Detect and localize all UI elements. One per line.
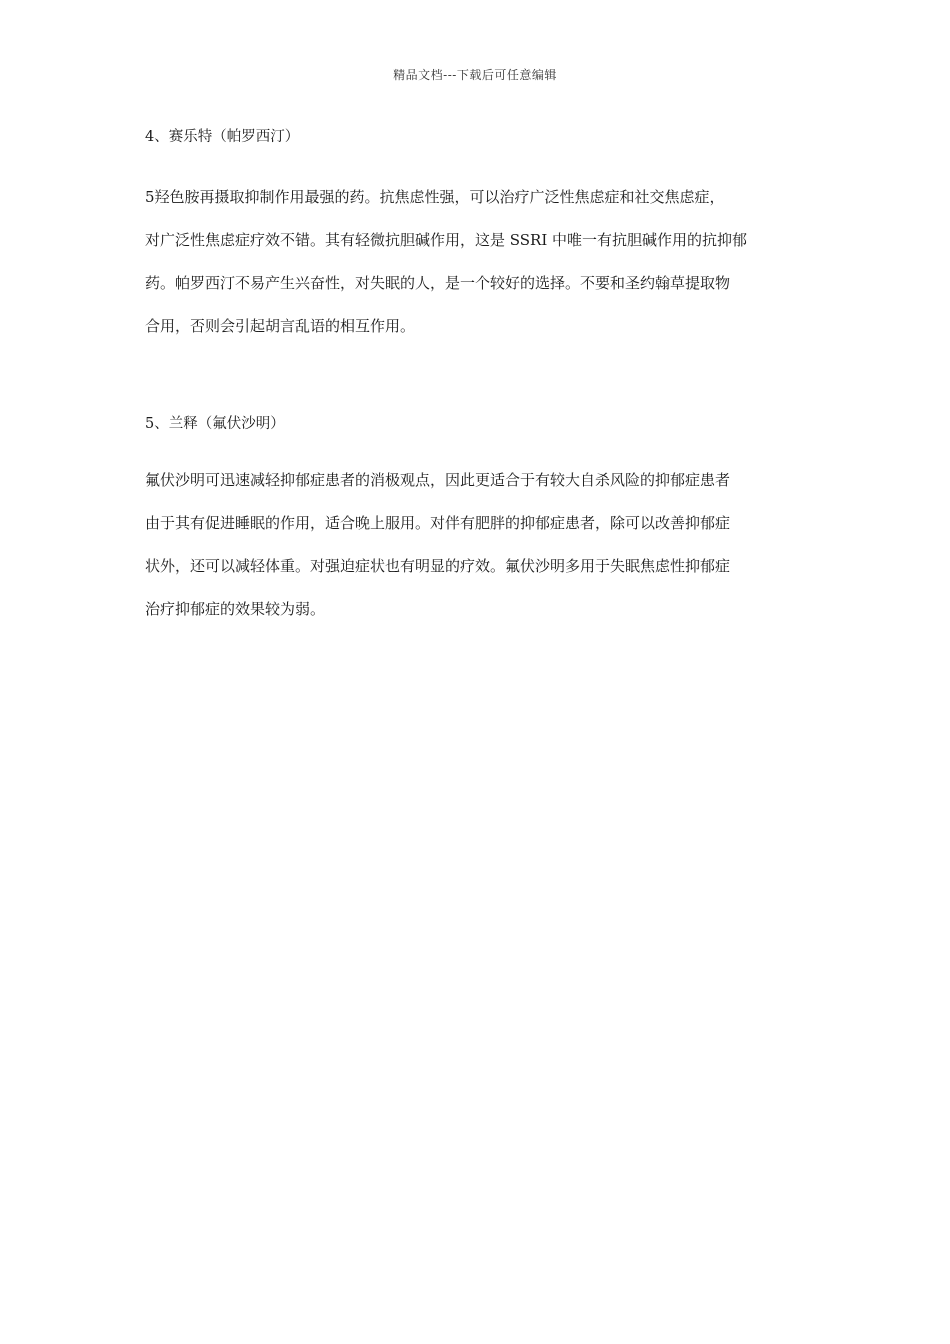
section-body-paroxetine <box>145 176 810 348</box>
section-heading-fluvoxamine <box>145 414 810 434</box>
text-line: 对广泛性焦虑症疗效不错。其有轻微抗胆碱作用，这是 SSRI 中唯一有抗胆碱作用的抗抑郁 <box>145 231 748 249</box>
text-line: 状外，还可以减轻体重。对强迫症状也有明显的疗效。氟伏沙明多用于失眠焦虑性抑郁症 <box>145 557 731 575</box>
text-line: 合用，否则会引起胡言乱语的相互作用。 <box>145 317 416 335</box>
section-body-fluvoxamine <box>145 459 810 631</box>
text-line: 5羟色胺再摄取抑制作用最强的药。抗焦虑性强，可以治疗广泛性焦虑症和社交焦虑症， <box>145 188 725 206</box>
text-line: 由于其有促进睡眠的作用，适合晚上服用。对伴有肥胖的抑郁症患者，除可以改善抑郁症 <box>145 514 731 532</box>
text-line: 氟伏沙明可迅速减轻抑郁症患者的消极观点，因此更适合于有较大自杀风险的抑郁症患者 <box>145 471 731 489</box>
page-header: 精品文档---下载后可任意编辑 <box>393 68 557 82</box>
section-title: 4、赛乐特（帕罗西汀） <box>145 129 300 145</box>
section-heading-paroxetine <box>145 127 810 147</box>
paragraph <box>145 459 810 631</box>
section-title: 5、兰释（氟伏沙明） <box>145 416 285 432</box>
text-line: 治疗抑郁症的效果较为弱。 <box>145 600 326 618</box>
text-line: 药。帕罗西汀不易产生兴奋性，对失眠的人，是一个较好的选择。不要和圣约翰草提取物 <box>145 274 731 292</box>
paragraph <box>145 176 810 348</box>
